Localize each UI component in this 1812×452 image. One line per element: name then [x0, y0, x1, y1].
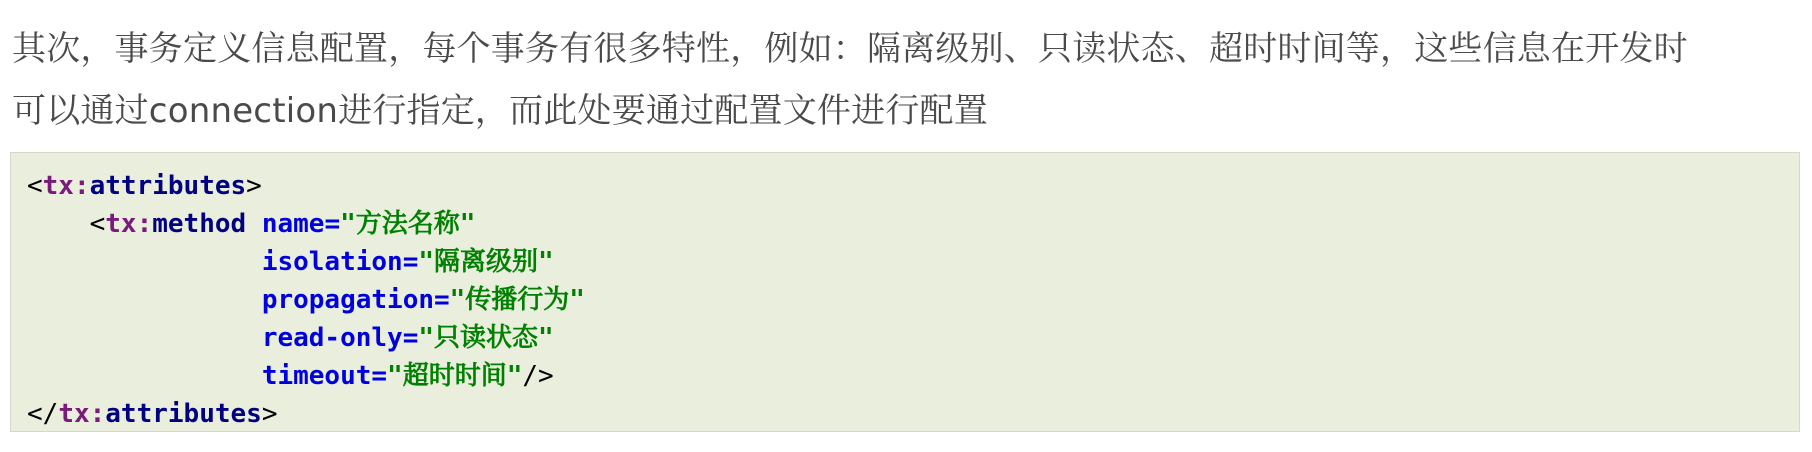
- namespace-colon: :: [136, 209, 153, 239]
- attr-name-name: name: [261, 209, 325, 239]
- open-bracket: <: [89, 209, 106, 239]
- close-open-bracket: </: [27, 399, 59, 429]
- code-line-read-only: [27, 319, 1783, 357]
- outer-tag-name: attributes: [105, 399, 262, 429]
- inner-tag-name: method: [152, 209, 247, 239]
- outer-tag-name: attributes: [89, 171, 247, 201]
- code-block: [10, 152, 1800, 432]
- attr-name-timeout: timeout: [261, 361, 372, 391]
- attr-value-propagation: "传播行为": [449, 285, 585, 315]
- open-bracket: <: [27, 171, 43, 201]
- namespace-prefix: tx: [42, 171, 74, 201]
- namespace-prefix: tx: [58, 399, 90, 429]
- code-line-timeout: [27, 357, 1783, 395]
- paragraph-line-1: 其次，事务定义信息配置，每个事务有很多特性，例如：隔离级别、只读状态、超时时间等，这些信息在开发时: [12, 29, 1688, 69]
- code-line-method: [27, 205, 1783, 243]
- attr-value-name: "方法名称": [340, 209, 476, 239]
- code-line-propagation: [27, 281, 1783, 319]
- attr-value-isolation: "隔离级别": [418, 247, 554, 277]
- description-paragraph: [12, 18, 1792, 142]
- attr-equals: =: [402, 247, 419, 277]
- attr-name-isolation: isolation: [261, 247, 403, 277]
- namespace-colon: :: [89, 399, 106, 429]
- attr-name-propagation: propagation: [261, 285, 434, 315]
- code-line-close-attributes: [27, 395, 1783, 433]
- attr-value-read-only: "只读状态": [418, 323, 554, 353]
- attr-equals: =: [402, 323, 419, 353]
- paragraph-line-2: 可以通过connection进行指定，而此处要通过配置文件进行配置: [12, 91, 988, 131]
- attr-equals: =: [371, 361, 388, 391]
- code-line-open-attributes: [27, 167, 1783, 205]
- self-close-bracket: />: [522, 361, 554, 391]
- namespace-prefix: tx: [105, 209, 137, 239]
- attr-equals: =: [434, 285, 450, 315]
- attr-equals: =: [324, 209, 341, 239]
- attr-value-timeout: "超时时间": [387, 361, 523, 391]
- namespace-colon: :: [73, 171, 90, 201]
- attr-name-read-only: read-only: [261, 323, 403, 353]
- code-line-isolation: [27, 243, 1783, 281]
- close-bracket: >: [246, 171, 262, 201]
- close-bracket: >: [261, 399, 278, 429]
